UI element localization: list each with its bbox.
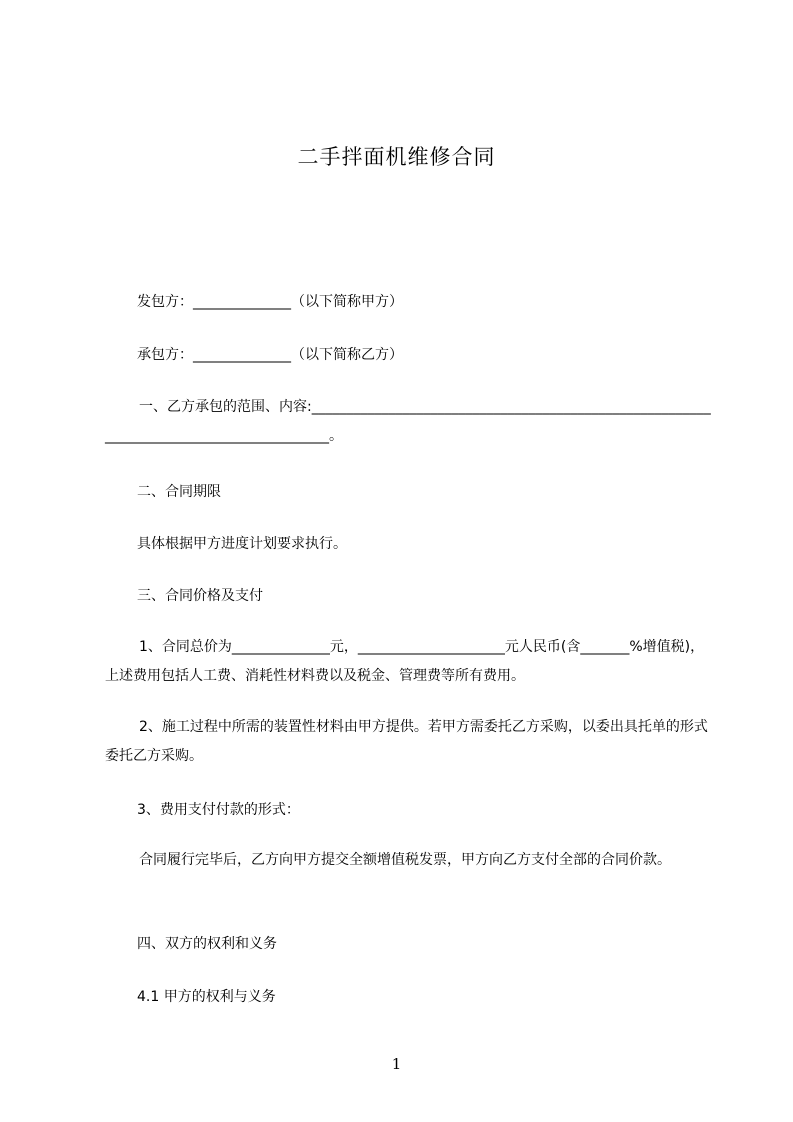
party-a-line: 发包方：______________（以下简称甲方） xyxy=(137,294,403,310)
price-clause-1: 1、合同总价为______________元，_____________________元人民币(含_______%增值税)，上述费用包括人工费、消耗性材料费以及税金、管理费等所有费用。 xyxy=(105,639,705,684)
page-number: 1 xyxy=(391,1055,402,1073)
price-heading: 三、合同价格及支付 xyxy=(137,588,263,604)
price-clause-3: 3、费用支付付款的形式： xyxy=(137,802,300,818)
payment-paragraph: 合同履行完毕后，乙方向甲方提交全额增值税发票，甲方向乙方支付全部的合同价款。 xyxy=(139,852,671,868)
scope-paragraph: 一、乙方承包的范围、内容:_________________________________________________________________________________________。 xyxy=(105,399,711,444)
rights-heading: 四、双方的权利和义务 xyxy=(137,936,277,952)
party-b-line: 承包方：______________（以下简称乙方） xyxy=(137,347,403,363)
price-clause-2: 2、施工过程中所需的装置性材料由甲方提供。若甲方需委托乙方采购，以委出具托单的形式委托乙方采购。 xyxy=(105,719,708,764)
rights-subheading-4-1: 4.1 甲方的权利与义务 xyxy=(137,989,276,1005)
document-title: 二手拌面机维修合同 xyxy=(297,145,496,169)
term-body: 具体根据甲方进度计划要求执行。 xyxy=(137,536,347,552)
term-heading: 二、合同期限 xyxy=(137,484,221,500)
